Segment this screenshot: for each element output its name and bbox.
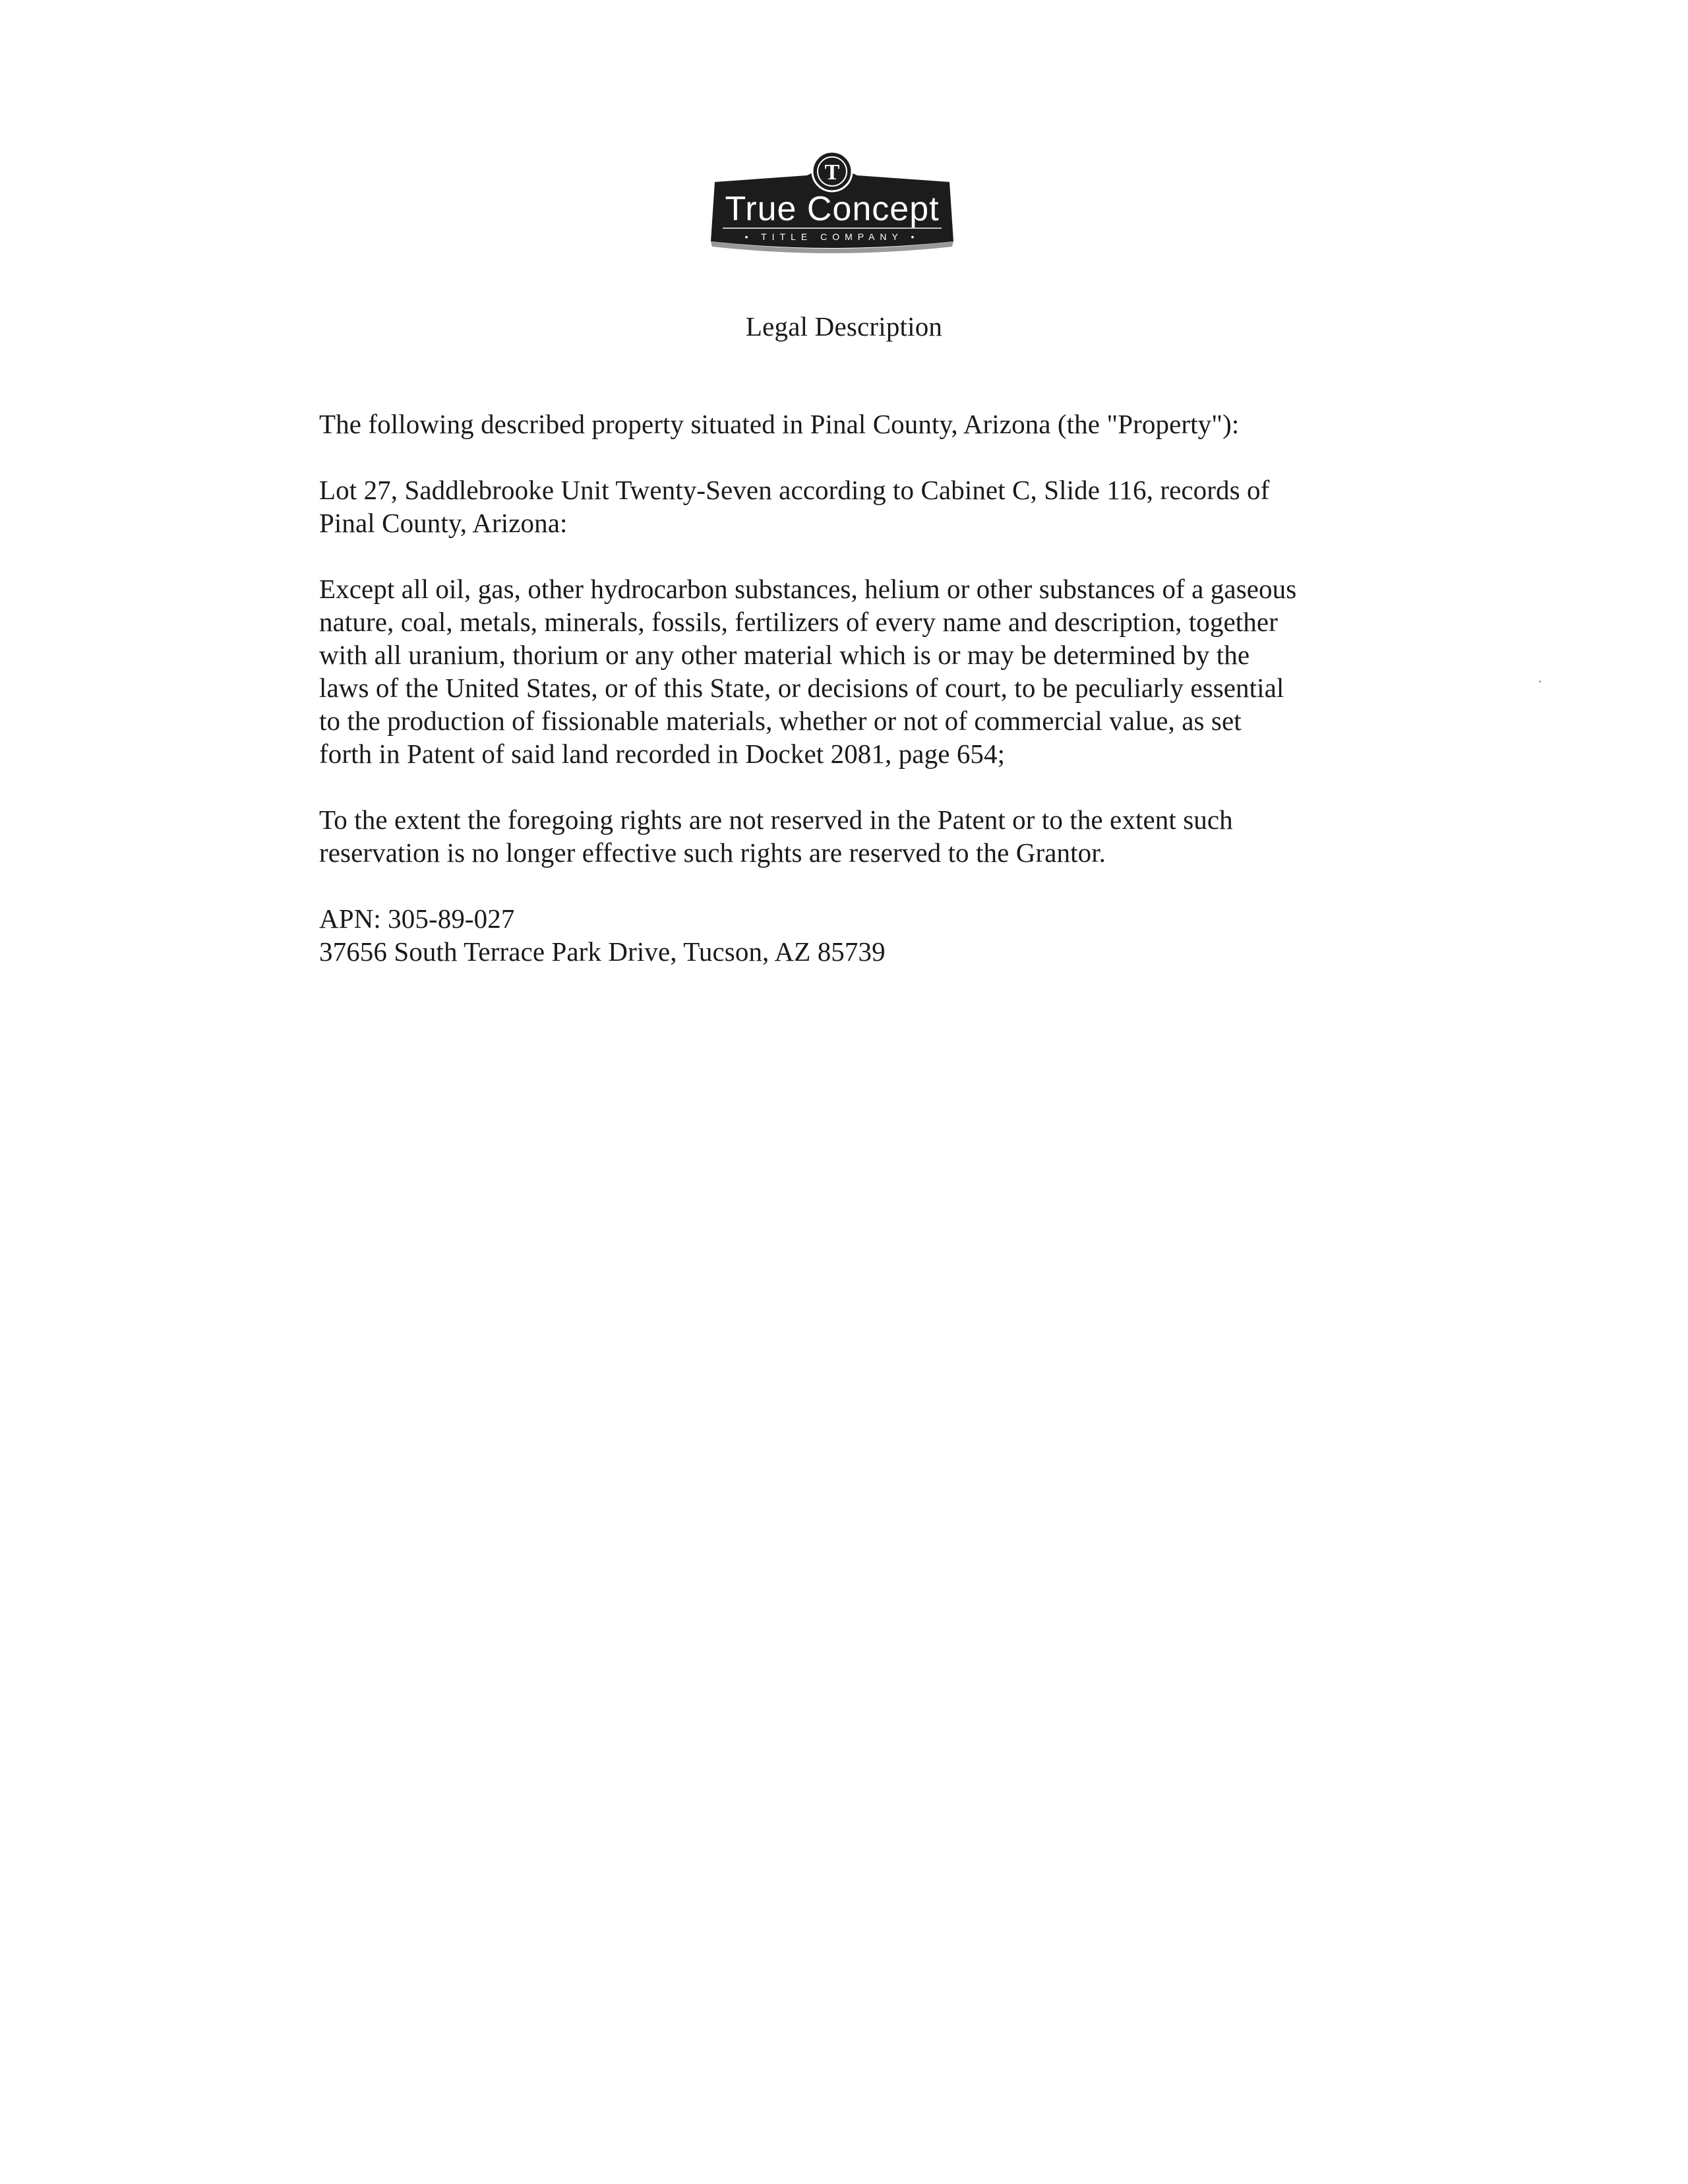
text-line: laws of the United States, or of this State, or decisions of court, to be peculiarly essential: [319, 673, 1284, 703]
text-line: Pinal County, Arizona:: [319, 508, 568, 538]
paragraph: [319, 473, 1387, 539]
text-line: with all uranium, thorium or any other material which is or may be determined by the: [319, 640, 1250, 670]
svg-text:True Concept: True Concept: [725, 190, 940, 228]
svg-text:T: T: [824, 160, 840, 185]
paragraph: [319, 902, 1387, 968]
legal-description-body: [319, 408, 1387, 1001]
text-line: to the production of fissionable materials, whether or not of commercial value, as set: [319, 706, 1242, 736]
paragraph: [319, 572, 1387, 770]
scan-speck: [1539, 681, 1541, 682]
text-line: APN: 305-89-027: [319, 903, 515, 934]
text-line: Except all oil, gas, other hydrocarbon substances, helium or other substances of a gaseous: [319, 574, 1297, 604]
paragraph: [319, 408, 1387, 440]
text-line: Lot 27, Saddlebrooke Unit Twenty-Seven according to Cabinet C, Slide 116, records of: [319, 475, 1270, 505]
svg-text:• TITLE COMPANY •: • TITLE COMPANY •: [744, 231, 920, 242]
document-title: Legal Description: [745, 311, 943, 342]
text-line: forth in Patent of said land recorded in Docket 2081, page 654;: [319, 739, 1006, 769]
text-line: To the extent the foregoing rights are not reserved in the Patent or to the extent such: [319, 804, 1233, 835]
text-line: nature, coal, metals, minerals, fossils, fertilizers of every name and description, together: [319, 607, 1278, 637]
text-line: 37656 South Terrace Park Drive, Tucson, AZ 85739: [319, 936, 886, 967]
paragraph: [319, 803, 1387, 869]
text-line: The following described property situated in Pinal County, Arizona (the "Property"):: [319, 409, 1240, 439]
text-line: reservation is no longer effective such rights are reserved to the Grantor.: [319, 837, 1106, 868]
company-logo: [708, 142, 956, 256]
